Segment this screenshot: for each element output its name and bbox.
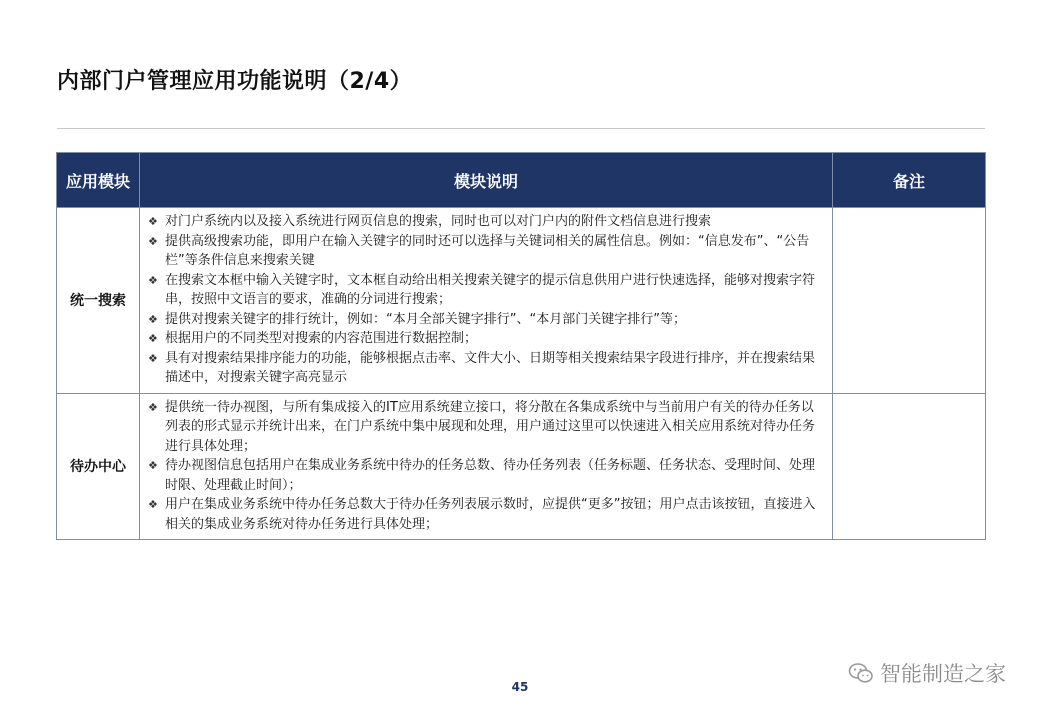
diamond-bullet-icon: ❖	[148, 215, 158, 228]
module-cell: 统一搜索	[57, 208, 140, 394]
list-item: ❖ 在搜索文本框中输入关键字时，文本框自动给出相关搜索关键字的提示信息供用户进行快速选择，能够对搜索字符串，按照中文语言的要求，准确的分词进行搜索；	[148, 272, 816, 307]
diamond-bullet-icon: ❖	[148, 312, 158, 326]
page-number: 45	[511, 680, 529, 694]
module-cell: 待办中心	[57, 393, 140, 540]
page-title: 内部门户管理应用功能说明（2/4）	[57, 69, 413, 94]
list-item: ❖ 用户在集成业务系统中待办任务总数大于待办任务列表展示数时，应提供“更多”按钮；用户点击该按钮，直接进入相关的集成业务系统对待办任务进行具体处理；	[148, 497, 816, 532]
wechat-icon	[848, 662, 874, 684]
list-item: ❖ 对门户系统内以及接入系统进行网页信息的搜索，同时也可以对门户内的附件文档信息进行搜索	[148, 212, 826, 232]
diamond-bullet-icon: ❖	[148, 332, 158, 345]
table-header-row	[57, 153, 986, 208]
list-item: ❖ 提供统一待办视图，与所有集成接入的IT应用系统建立接口，将分散在各集成系统中与当前用户有关的待办任务以列表的形式显示并统计出来，在门户系统中集中展现和处理，用户通过这里可以快速进入相关应用系统对待办任务进行具体处理；	[148, 399, 816, 454]
header-note: 备注	[833, 153, 986, 208]
list-item: ❖ 提供对搜索关键字的排行统计，例如：“本月全部关键字排行”、“本月部门关键字排行”等；	[148, 310, 826, 330]
note-cell	[833, 208, 986, 394]
watermark	[848, 658, 1006, 688]
description-cell	[140, 208, 833, 394]
watermark-text: 智能制造之家	[880, 662, 1006, 686]
diamond-bullet-icon: ❖	[148, 351, 158, 365]
diamond-bullet-icon: ❖	[148, 400, 158, 414]
description-cell	[140, 393, 833, 540]
note-cell	[833, 393, 986, 540]
list-item: ❖ 根据用户的不同类型对搜索的内容范围进行数据控制；	[148, 329, 826, 349]
table-row	[57, 393, 986, 540]
diamond-bullet-icon: ❖	[148, 459, 158, 472]
diamond-bullet-icon: ❖	[148, 273, 158, 287]
list-item: ❖ 提供高级搜索功能，即用户在输入关键字的同时还可以选择与关键词相关的属性信息。例如：“信息发布”、“公告栏”等条件信息来搜索关键	[148, 233, 810, 268]
diamond-bullet-icon: ❖	[148, 498, 158, 511]
list-item: ❖ 待办视图信息包括用户在集成业务系统中待办的任务总数、待办任务列表（任务标题、任务状态、受理时间、处理时限、处理截止时间）；	[148, 458, 816, 493]
diamond-bullet-icon: ❖	[148, 234, 158, 248]
header-module: 应用模块	[57, 153, 140, 208]
table-row	[57, 208, 986, 394]
function-table	[56, 152, 986, 540]
list-item: ❖ 具有对搜索结果排序能力的功能，能够根据点击率、文件大小、日期等相关搜索结果字段进行排序，并在搜索结果描述中，对搜索关键字高亮显示	[148, 350, 816, 385]
header-description: 模块说明	[140, 153, 833, 208]
title-divider	[57, 128, 985, 129]
